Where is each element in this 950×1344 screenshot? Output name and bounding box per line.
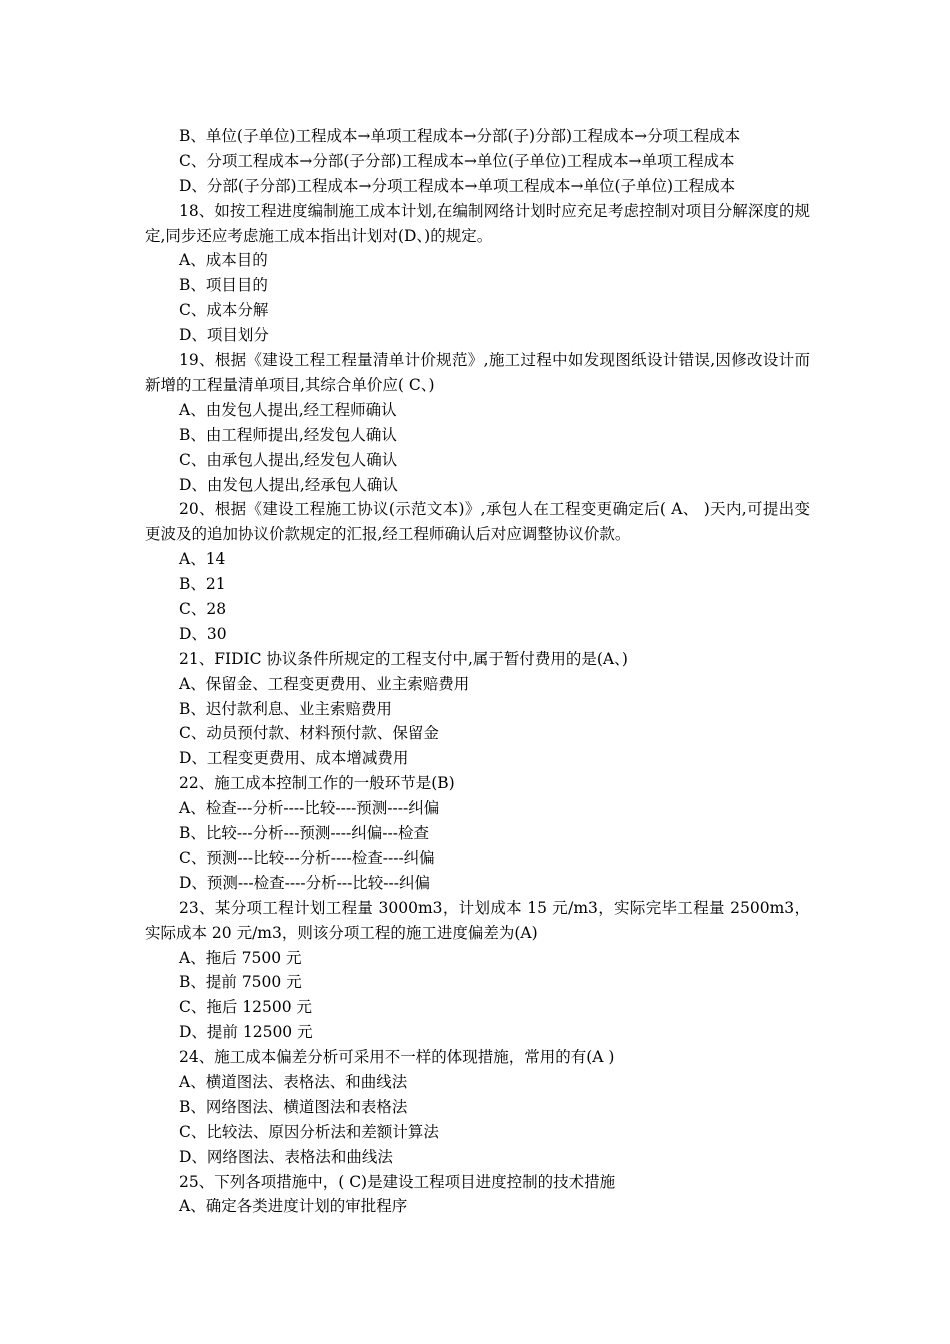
answer-option: B、比较---分析---预测----纠偏---检查 [179,824,429,843]
answer-option: A、由发包人提出,经工程师确认 [179,400,397,419]
answer-option: B、网络图法、横道图法和表格法 [179,1097,408,1116]
question-text: 20、根据《建设工程施工协议(示范文本)》,承包人在工程变更确定后( A、 )天内,可提出变更波及的追加协议价款规定的汇报,经工程师确认后对应调整协议价款。 [145,500,810,544]
answer-option: D、30 [179,624,227,643]
answer-option: A、确定各类进度计划的审批程序 [179,1197,408,1216]
answer-option: A、成本目的 [179,251,268,270]
answer-option: D、工程变更费用、成本增减费用 [179,749,409,768]
answer-option: B、提前 7500 元 [179,973,302,992]
answer-option: A、保留金、工程变更费用、业主索赔费用 [179,674,470,693]
answer-option: 22、施工成本控制工作的一般环节是(B) [179,774,455,793]
answer-option: D、提前 12500 元 [179,1023,313,1042]
answer-option: C、分项工程成本→分部(子分部)工程成本→单位(子单位)工程成本→单项工程成本 [179,151,735,170]
document-body [145,124,810,1219]
answer-option: 24、施工成本偏差分析可采用不一样的体现措施，常用的有(A ) [179,1048,615,1067]
answer-option: A、检查---分析----比较----预测----纠偏 [179,799,440,818]
question-text: 23、某分项工程计划工程量 3000m3，计划成本 15 元/m3，实际完毕工程量 2500m3，实际成本 20 元/m3，则该分项工程的施工进度偏差为(A) [145,898,810,942]
answer-option: A、14 [179,550,226,569]
answer-option: A、横道图法、表格法、和曲线法 [179,1072,408,1091]
answer-option: D、由发包人提出,经承包人确认 [179,475,398,494]
answer-option: C、动员预付款、材料预付款、保留金 [179,724,439,743]
answer-option: B、由工程师提出,经发包人确认 [179,425,397,444]
answer-option: D、预测---检查----分析---比较---纠偏 [179,873,431,892]
answer-option: B、项目目的 [179,276,268,295]
answer-option: C、预测---比较---分析----检查----纠偏 [179,848,435,867]
answer-option: C、由承包人提出,经发包人确认 [179,450,398,469]
answer-option: B、单位(子单位)工程成本→单项工程成本→分部(子)分部)工程成本→分项工程成本 [179,127,741,145]
answer-option: C、成本分解 [179,301,269,320]
answer-option: 25、下列各项措施中，( C)是建设工程项目进度控制的技术措施 [179,1172,616,1191]
answer-option: 21、FIDIC 协议条件所规定的工程支付中,属于暂付费用的是(A、) [179,649,628,668]
answer-option: B、迟付款利息、业主索赔费用 [179,699,392,718]
answer-option: D、分部(子分部)工程成本→分项工程成本→单项工程成本→单位(子单位)工程成本 [179,176,736,195]
answer-option: D、网络图法、表格法和曲线法 [179,1147,393,1166]
answer-option: B、21 [179,575,226,594]
answer-option: D、项目划分 [179,326,269,345]
answer-option: C、比较法、原因分析法和差额计算法 [179,1122,439,1141]
question-text: 18、如按工程进度编制施工成本计划,在编制网络计划时应充足考虑控制对项目分解深度的规定,同步还应考虑施工成本指出计划对(D、)的规定。 [145,201,810,245]
question-text: 19、根据《建设工程工程量清单计价规范》,施工过程中如发现图纸设计错误,因修改设计而新增的工程量清单项目,其综合单价应( C、) [145,351,810,394]
answer-option: C、拖后 12500 元 [179,998,313,1017]
answer-option: A、拖后 7500 元 [179,948,302,967]
answer-option: C、28 [179,600,227,619]
